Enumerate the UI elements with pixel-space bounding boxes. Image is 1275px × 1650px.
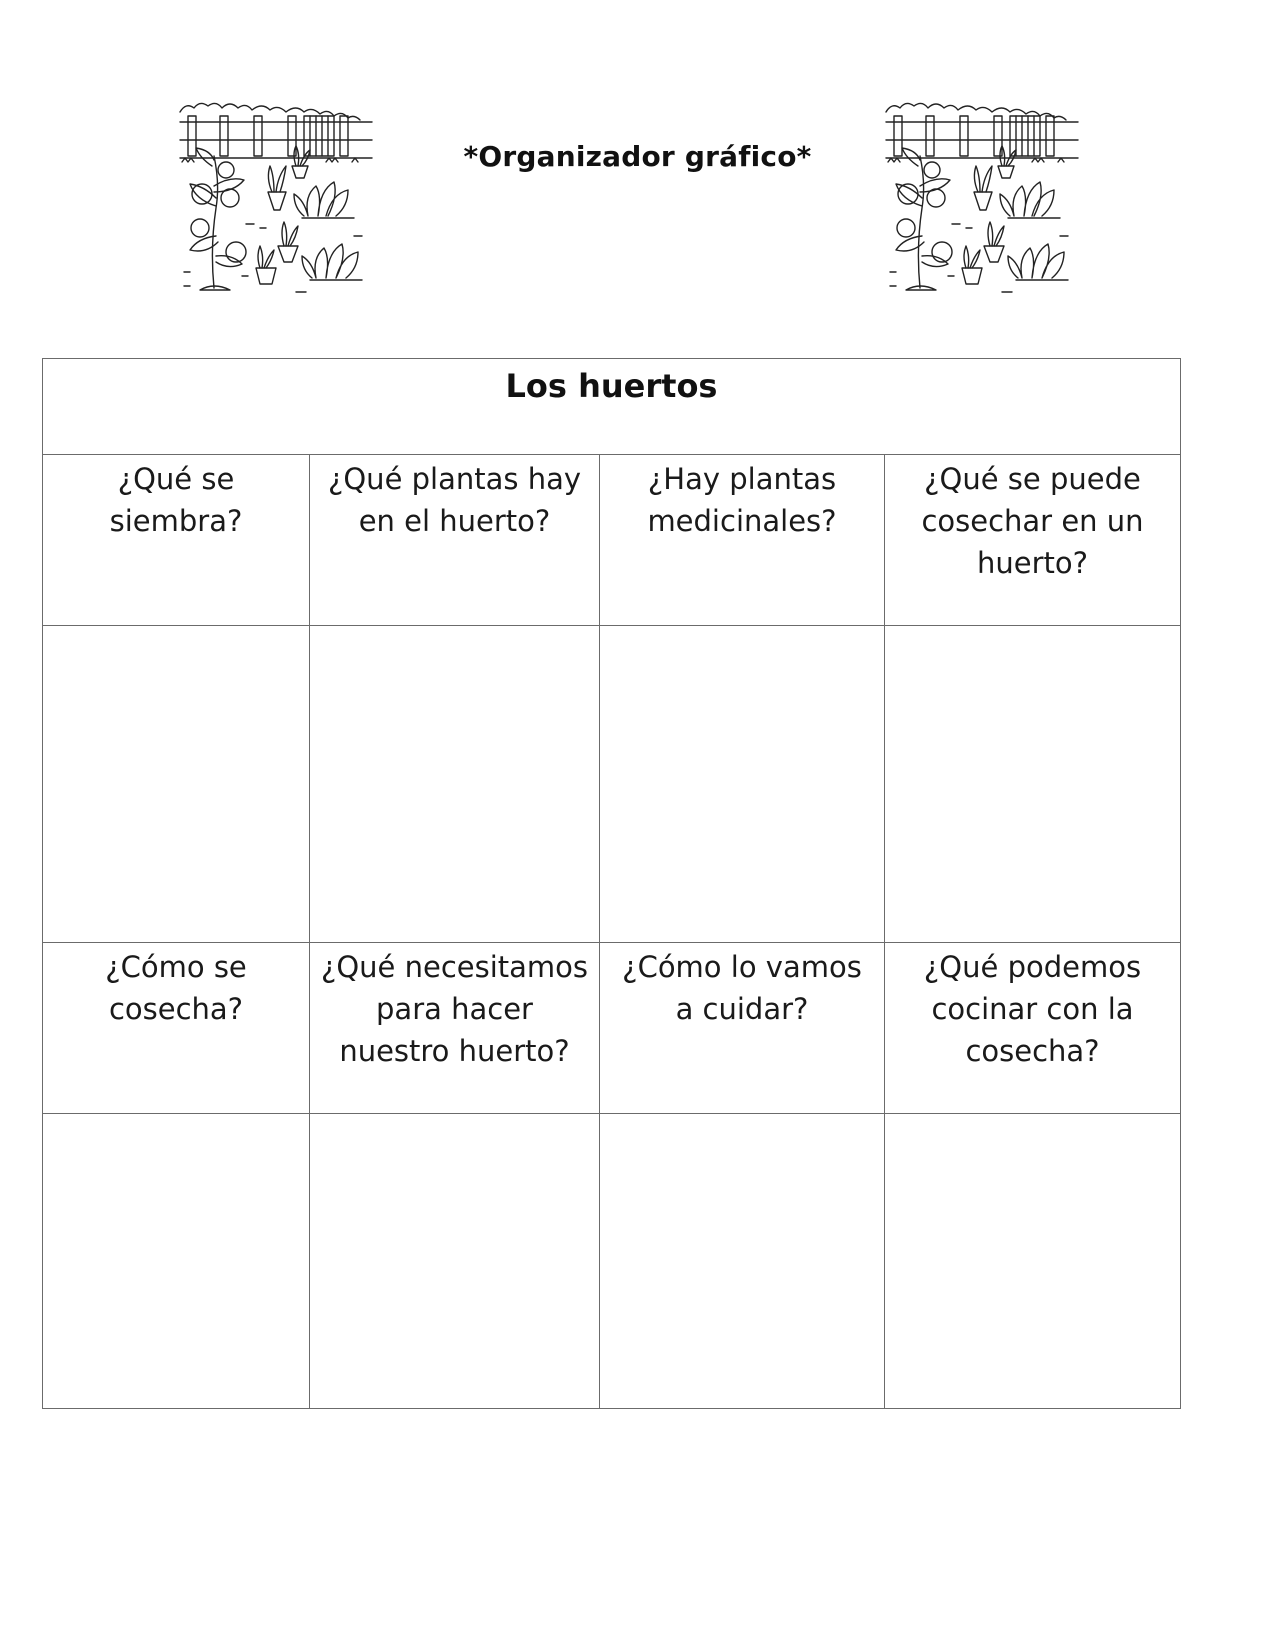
document-title: *Organizador gráfico* (463, 140, 812, 173)
garden-illustration-icon (176, 96, 376, 296)
question-text: ¿Qué se siembra? (109, 462, 243, 538)
question-cell (600, 455, 885, 626)
question-cell (885, 455, 1181, 626)
question-cell (885, 943, 1181, 1114)
garden-illustration-icon (882, 96, 1082, 296)
answer-cell[interactable] (885, 626, 1181, 943)
question-cell (43, 455, 310, 626)
graphic-organizer-table (42, 358, 1181, 1409)
answer-cell[interactable] (600, 626, 885, 943)
question-text: ¿Qué necesitamos para hacer nuestro huerto? (320, 950, 589, 1068)
question-cell (310, 455, 600, 626)
question-text: ¿Cómo se cosecha? (105, 950, 247, 1026)
question-cell (310, 943, 600, 1114)
question-cell (600, 943, 885, 1114)
answer-cell[interactable] (600, 1114, 885, 1409)
table-header (43, 359, 1181, 455)
question-cell (43, 943, 310, 1114)
question-text: ¿Hay plantas medicinales? (647, 462, 837, 538)
question-text: ¿Qué se puede cosechar en un huerto? (921, 462, 1144, 580)
answer-cell[interactable] (310, 1114, 600, 1409)
answer-cell[interactable] (43, 626, 310, 943)
answer-cell[interactable] (43, 1114, 310, 1409)
question-text: ¿Qué plantas hay en el huerto? (327, 462, 582, 538)
answer-cell[interactable] (885, 1114, 1181, 1409)
question-text: ¿Qué podemos cocinar con la cosecha? (923, 950, 1142, 1068)
answer-cell[interactable] (310, 626, 600, 943)
table-header-label: Los huertos (505, 367, 718, 405)
question-text: ¿Cómo lo vamos a cuidar? (622, 950, 862, 1026)
